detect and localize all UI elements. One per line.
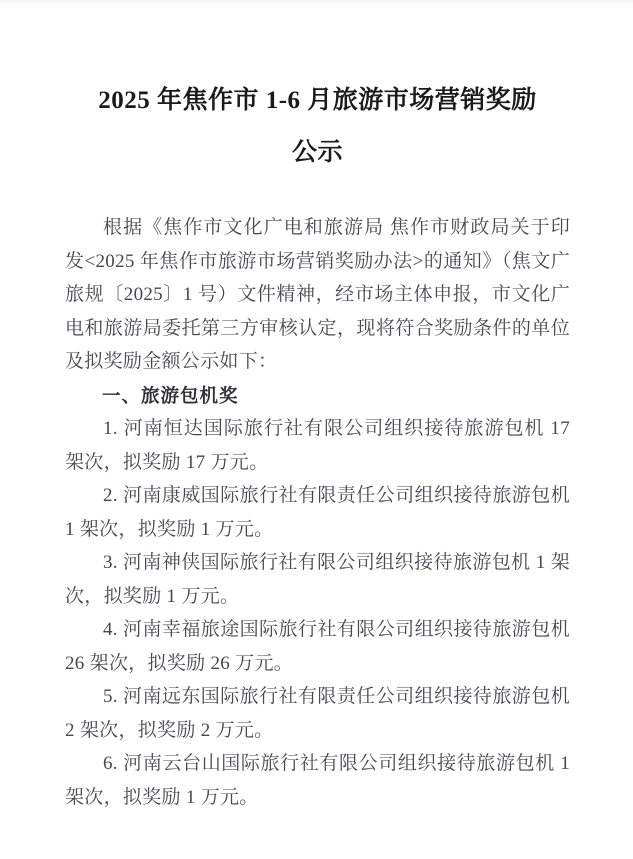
award-item-5: 5. 河南远东国际旅行社有限责任公司组织接待旅游包机 2 架次，拟奖励 2 万元。 (65, 686, 570, 741)
document-body (0, 75, 633, 814)
award-item-6: 6. 河南云台山国际旅行社有限公司组织接待旅游包机 1 架次，拟奖励 1 万元。 (65, 753, 570, 808)
section-heading-charter-flight-awards: 一、旅游包机奖 (102, 384, 239, 406)
title-line-1: 2025 年焦作市 1-6 月旅游市场营销奖励 (98, 87, 537, 114)
intro-paragraph: 根据《焦作市文化广电和旅游局 焦作市财政局关于印发<2025 年焦作市旅游市场营销奖励办法>的通知》（焦文广旅规〔2025〕1 号）文件精神，经市场主体申报，市文化广电和旅游局委托第三方审核认定，现将符合奖励条件的单位及拟奖励金额公示如下： (65, 217, 570, 372)
award-item-1: 1. 河南恒达国际旅行社有限公司组织接待旅游包机 17 架次，拟奖励 17 万元。 (65, 418, 570, 473)
page-top-edge (0, 0, 633, 5)
document-title (65, 75, 570, 179)
award-item-3: 3. 河南神侠国际旅行社有限公司组织接待旅游包机 1 架次，拟奖励 1 万元。 (65, 552, 570, 607)
award-item-2: 2. 河南康威国际旅行社有限责任公司组织接待旅游包机 1 架次，拟奖励 1 万元。 (65, 485, 570, 540)
award-item-4: 4. 河南幸福旅途国际旅行社有限公司组织接待旅游包机 26 架次，拟奖励 26 万元。 (65, 619, 570, 674)
title-line-2: 公示 (291, 139, 343, 166)
